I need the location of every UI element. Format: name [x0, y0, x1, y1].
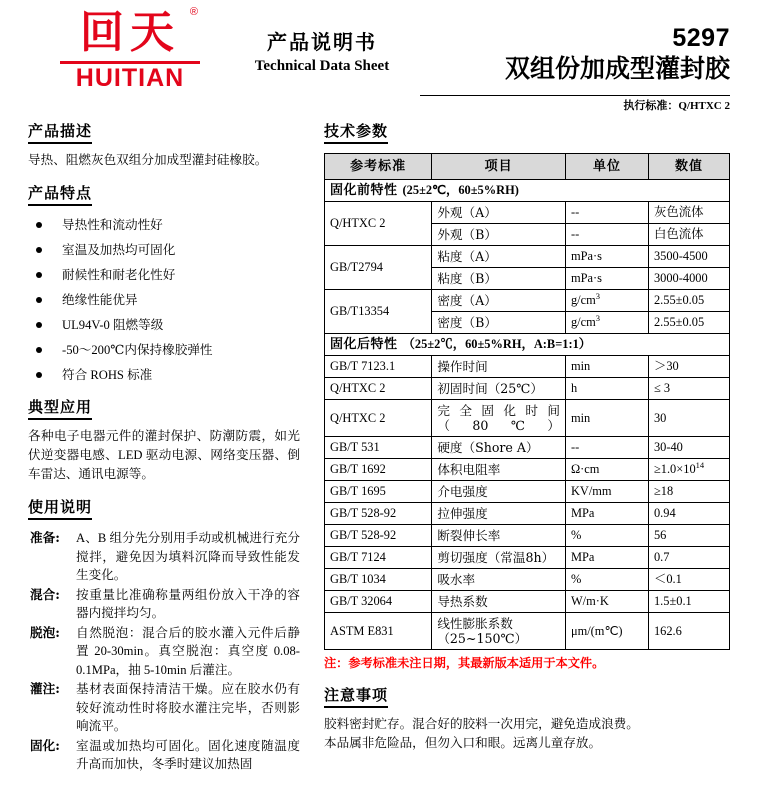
column-header-value: 数值 — [648, 154, 729, 180]
cell-standard: GB/T13354 — [325, 290, 432, 334]
section-cautions — [324, 684, 730, 753]
column-header-standard: 参考标准 — [325, 154, 432, 180]
step-text: 室温或加热均可固化。固化速度随温度升高而加快，冬季时建议加热固 — [76, 738, 300, 771]
cell-value: 0.7 — [648, 547, 729, 569]
cell-item: 初固时间（25℃） — [432, 378, 566, 400]
cell-value: 3500-4500 — [648, 246, 729, 268]
list-item — [28, 242, 300, 259]
column-header-unit: 单位 — [565, 154, 648, 180]
document-title-en: Technical Data Sheet — [254, 58, 390, 74]
cell-value: 30-40 — [648, 437, 729, 459]
table-row — [325, 525, 730, 547]
step-label: 准备: — [30, 530, 60, 545]
cell-item: 硬度（Shore A） — [432, 437, 566, 459]
table-row — [325, 459, 730, 481]
cell-item: 导热系数 — [432, 591, 566, 613]
cell-standard: Q/HTXC 2 — [325, 202, 432, 246]
bullet-icon — [36, 297, 42, 303]
registered-trademark-icon: ® — [189, 6, 198, 18]
cell-value: 162.6 — [648, 613, 729, 650]
feature-text: 室温及加热均可固化 — [62, 243, 176, 257]
group-condition: （25±2℃，60±5%RH，A:B=1:1） — [402, 337, 592, 351]
heading-technical-parameters: 技术参数 — [324, 120, 388, 144]
instruction-steps — [28, 529, 300, 774]
table-footnote: 注：参考标准未注日期，其最新版本适用于本文件。 — [324, 656, 605, 670]
step-text: 按重量比准确称量两组份放入干净的容器内搅拌均匀。 — [76, 587, 300, 620]
document-header — [0, 0, 758, 112]
step-label: 固化: — [30, 737, 60, 753]
step-text: 基材表面保持清洁干燥。应在胶水仍有较好流动性时将胶水灌注完毕，否则影响流平。 — [76, 682, 300, 733]
product-identity — [505, 24, 730, 84]
value-base: ≥1.0×10 — [653, 462, 696, 476]
unit-exponent: 3 — [595, 312, 600, 323]
list-item — [28, 292, 300, 309]
product-description-text: 导热、阻燃灰色双组分加成型灌封硅橡胶。 — [28, 153, 268, 167]
cell-item: 外观（B） — [432, 224, 566, 246]
table-row — [325, 569, 730, 591]
cell-item: 体积电阻率 — [432, 459, 566, 481]
cell-value: 白色流体 — [648, 224, 729, 246]
cell-item: 操作时间 — [432, 356, 566, 378]
instruction-step — [28, 586, 300, 623]
cell-unit — [565, 290, 648, 312]
feature-text: 耐候性和耐老化性好 — [62, 268, 176, 282]
cell-unit: -- — [565, 437, 648, 459]
cell-item: 线性膨胀系数（25~150℃） — [432, 613, 566, 650]
cell-standard: GB/T 1034 — [325, 569, 432, 591]
caution-line: 胶料密封贮存。混合好的胶料一次用完，避免造成浪费。 — [324, 717, 639, 731]
table-row — [325, 378, 730, 400]
section-usage-instructions — [28, 496, 300, 774]
cell-value: 2.55±0.05 — [648, 312, 729, 334]
cell-standard: ASTM E831 — [325, 613, 432, 650]
logo-wordmark: HUITIAN — [75, 64, 185, 92]
step-text: 自然脱泡：混合后的胶水灌入元件后静置 20-30min。真空脱泡：真空度 0.08-0.1MPa，抽 5-10min 后灌注。 — [76, 625, 300, 677]
cell-item: 介电强度 — [432, 481, 566, 503]
cell-unit: min — [565, 356, 648, 378]
document-title-cn: 产品说明书 — [267, 30, 377, 54]
step-text: A、B 组分先分别用手动或机械进行充分搅拌，避免因为填料沉降而导致性能发生变化。 — [76, 531, 300, 582]
left-column — [28, 120, 318, 801]
specifications-table — [324, 153, 730, 650]
cell-standard: Q/HTXC 2 — [325, 400, 432, 437]
logo-chinese-characters: 回天 — [80, 7, 180, 58]
bullet-icon — [36, 222, 42, 228]
heading-product-features: 产品特点 — [28, 182, 92, 206]
cell-standard: GB/T 528-92 — [325, 503, 432, 525]
cell-unit: MPa — [565, 503, 648, 525]
unit-base: g/cm — [570, 293, 596, 307]
table-row — [325, 437, 730, 459]
cell-standard: GB/T 528-92 — [325, 525, 432, 547]
list-item — [28, 342, 300, 359]
product-name: 双组份加成型灌封胶 — [504, 54, 730, 83]
table-row — [325, 356, 730, 378]
cell-standard: GB/T 1695 — [325, 481, 432, 503]
cell-unit: MPa — [565, 547, 648, 569]
cell-standard: GB/T 7124 — [325, 547, 432, 569]
list-item — [28, 367, 300, 384]
cell-standard: GB/T 1692 — [325, 459, 432, 481]
feature-text: -50～200℃内保持橡胶弹性 — [62, 343, 213, 357]
group-condition: (25±2℃，60±5%RH) — [402, 183, 519, 197]
heading-typical-applications: 典型应用 — [28, 396, 92, 420]
cell-unit: % — [565, 525, 648, 547]
table-group-row — [325, 180, 730, 202]
group-header-postcure — [325, 334, 730, 356]
cell-unit: W/m·K — [565, 591, 648, 613]
company-logo — [55, 8, 205, 91]
table-row — [325, 400, 730, 437]
cell-unit: Ω·cm — [565, 459, 648, 481]
table-row — [325, 503, 730, 525]
cell-unit: min — [565, 400, 648, 437]
header-divider — [420, 95, 730, 96]
group-title: 固化后特性 — [330, 337, 398, 352]
section-technical-parameters — [324, 120, 730, 672]
feature-list — [28, 217, 300, 384]
bullet-icon — [36, 347, 42, 353]
bullet-icon — [36, 272, 42, 278]
heading-usage-instructions: 使用说明 — [28, 496, 92, 520]
cell-item: 拉伸强度 — [432, 503, 566, 525]
feature-text: 符合 ROHS 标准 — [62, 368, 153, 382]
cell-value — [648, 459, 729, 481]
cell-value: ＞30 — [648, 356, 729, 378]
cell-unit: -- — [565, 202, 648, 224]
cell-value: 3000-4000 — [648, 268, 729, 290]
cell-standard: GB/T 32064 — [325, 591, 432, 613]
cell-value: ≤ 3 — [648, 378, 729, 400]
document-body — [0, 120, 758, 801]
cell-value: 灰色流体 — [648, 202, 729, 224]
instruction-step — [28, 624, 300, 680]
cell-item: 粘度（B） — [432, 268, 566, 290]
cell-item: 完全固化时间（80℃） — [432, 400, 566, 437]
value-exponent: 14 — [695, 459, 705, 470]
cell-value: ≥18 — [648, 481, 729, 503]
cell-item: 密度（A） — [432, 290, 566, 312]
table-group-row — [325, 334, 730, 356]
bullet-icon — [36, 372, 42, 378]
cell-standard: GB/T2794 — [325, 246, 432, 290]
unit-base: g/cm — [570, 315, 596, 329]
cell-item: 粘度（A） — [432, 246, 566, 268]
right-column — [318, 120, 730, 801]
heading-cautions: 注意事项 — [324, 684, 388, 708]
cell-unit: KV/mm — [565, 481, 648, 503]
bullet-icon — [36, 247, 42, 253]
applications-text: 各种电子电器元件的灌封保护、防潮防震，如光伏逆变器电感、LED 驱动电源、网络变压器、倒车雷达、通讯电源等。 — [28, 429, 300, 481]
table-row — [325, 246, 730, 268]
instruction-step — [28, 680, 300, 736]
step-label: 灌注: — [30, 681, 60, 696]
feature-text: 绝缘性能优异 — [62, 293, 138, 307]
instruction-step — [28, 529, 300, 585]
section-product-description — [28, 120, 300, 170]
feature-text: UL94V-0 阻燃等级 — [62, 318, 164, 332]
cell-unit: % — [565, 569, 648, 591]
table-row — [325, 481, 730, 503]
cell-unit: mPa·s — [565, 268, 648, 290]
cell-value: 30 — [648, 400, 729, 437]
instruction-step — [28, 737, 300, 774]
table-row — [325, 290, 730, 312]
bullet-icon — [36, 322, 42, 328]
cell-unit — [565, 312, 648, 334]
table-row — [325, 613, 730, 650]
section-typical-applications — [28, 396, 300, 484]
table-row — [325, 202, 730, 224]
cell-unit: h — [565, 378, 648, 400]
section-product-features — [28, 182, 300, 384]
cell-item: 外观（A） — [432, 202, 566, 224]
cell-standard: Q/HTXC 2 — [325, 378, 432, 400]
step-label: 脱泡: — [30, 624, 60, 640]
column-header-item: 项目 — [432, 154, 566, 180]
list-item — [28, 267, 300, 284]
cell-standard: GB/T 7123.1 — [325, 356, 432, 378]
cell-unit: mPa·s — [565, 246, 648, 268]
cell-value: 56 — [648, 525, 729, 547]
cell-item: 剪切强度（常温8h） — [432, 547, 566, 569]
cell-value: 2.55±0.05 — [648, 290, 729, 312]
table-row — [325, 591, 730, 613]
cell-value: ＜0.1 — [648, 569, 729, 591]
cell-value: 1.5±0.1 — [648, 591, 729, 613]
product-code: 5297 — [672, 24, 730, 52]
group-header-precure — [325, 180, 730, 202]
unit-exponent: 3 — [595, 290, 600, 301]
execution-standard: 执行标准：Q/HTXC 2 — [623, 100, 730, 112]
heading-product-description: 产品描述 — [28, 120, 92, 144]
cell-item: 断裂伸长率 — [432, 525, 566, 547]
cell-standard: GB/T 531 — [325, 437, 432, 459]
cell-item: 密度（B） — [432, 312, 566, 334]
cell-value: 0.94 — [648, 503, 729, 525]
cell-item: 吸水率 — [432, 569, 566, 591]
step-label: 混合: — [30, 586, 60, 602]
cell-unit: -- — [565, 224, 648, 246]
caution-line: 本品属非危险品，但勿入口和眼。远离儿童存放。 — [324, 736, 602, 750]
feature-text: 导热性和流动性好 — [62, 218, 163, 232]
cell-unit: μm/(m℃) — [565, 613, 648, 650]
logo-mark — [60, 8, 200, 60]
document-title-block — [232, 30, 412, 76]
group-title: 固化前特性 — [330, 183, 398, 198]
table-row — [325, 547, 730, 569]
table-header-row — [325, 154, 730, 180]
list-item — [28, 217, 300, 234]
list-item — [28, 317, 300, 334]
